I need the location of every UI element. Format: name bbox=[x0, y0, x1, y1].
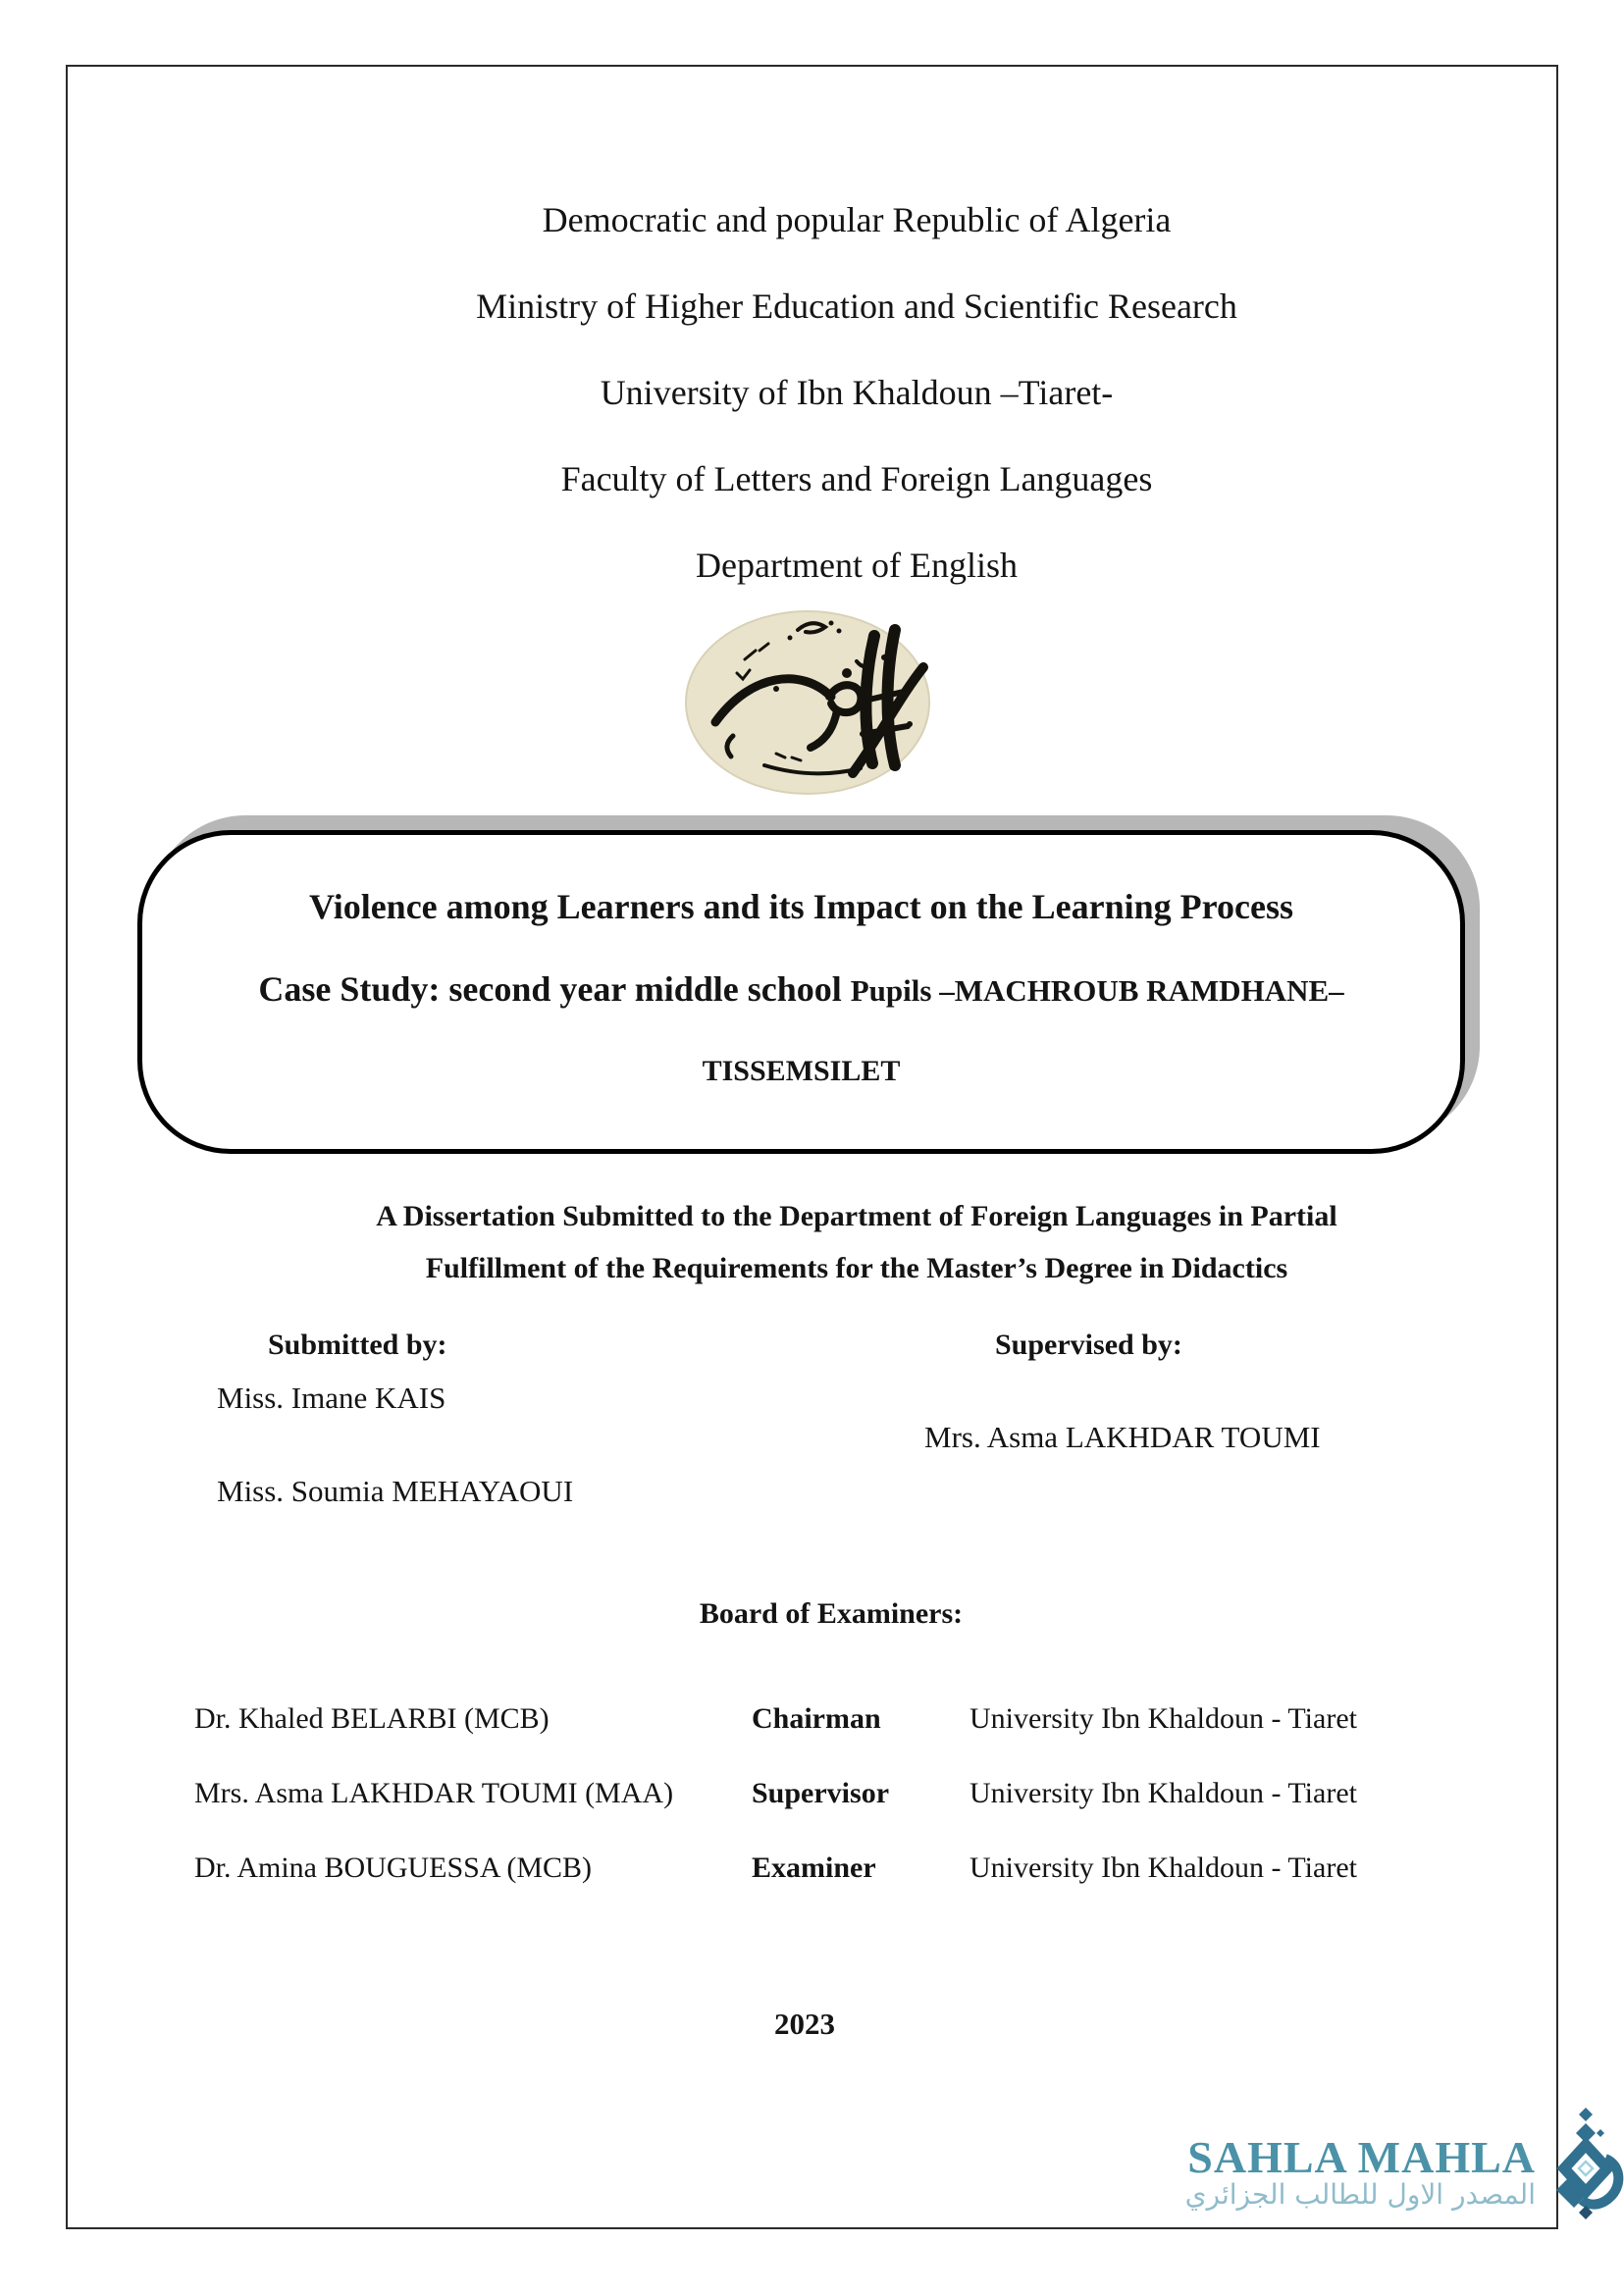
header-line-faculty: Faculty of Letters and Foreign Languages bbox=[560, 459, 1153, 498]
watermark-tagline: المصدر الاول للطالب الجزائري bbox=[1184, 2178, 1536, 2211]
examiner-row bbox=[194, 1852, 1470, 1926]
supervised-by-label: Supervised by: bbox=[995, 1329, 1182, 1361]
watermark-brand-text: SAHLA MAHLA bbox=[1187, 2132, 1536, 2182]
institution-header bbox=[89, 177, 1624, 608]
dissertation-statement bbox=[89, 1190, 1624, 1294]
candidate-name-1: Miss. Imane KAIS bbox=[217, 1381, 446, 1415]
examiner-affiliation: University Ibn Khaldoun - Tiaret bbox=[969, 1702, 1357, 1735]
submitted-by-label: Submitted by: bbox=[268, 1329, 447, 1361]
examiner-row bbox=[194, 1702, 1470, 1777]
header-line-department: Department of English bbox=[696, 546, 1018, 585]
case-study-main: Case Study: second year middle school bbox=[258, 969, 851, 1009]
examiner-role: Examiner bbox=[752, 1852, 876, 1884]
sahla-mahla-icon bbox=[1546, 2108, 1624, 2223]
statement-line-1: A Dissertation Submitted to the Department of Foreign Languages in Partial bbox=[376, 1200, 1337, 1232]
case-study-line bbox=[142, 968, 1460, 1010]
examiner-row bbox=[194, 1777, 1470, 1852]
thesis-title: Violence among Learners and its Impact on the Learning Process bbox=[309, 887, 1293, 926]
board-of-examiners-heading: Board of Examiners: bbox=[699, 1597, 964, 1630]
examiner-affiliation: University Ibn Khaldoun - Tiaret bbox=[969, 1777, 1357, 1809]
defense-year: 2023 bbox=[774, 2007, 835, 2041]
examiner-name: Dr. Amina BOUGUESSA (MCB) bbox=[194, 1852, 593, 1884]
thesis-title-box bbox=[137, 830, 1465, 1154]
examiner-role: Supervisor bbox=[752, 1777, 890, 1809]
supervisor-name: Mrs. Asma LAKHDAR TOUMI bbox=[924, 1420, 1321, 1454]
board-of-examiners-table bbox=[194, 1702, 1470, 1926]
statement-line-2: Fulfillment of the Requirements for the Master’s Degree in Didactics bbox=[425, 1252, 1288, 1284]
header-line-university: University of Ibn Khaldoun –Tiaret- bbox=[600, 373, 1114, 412]
examiner-affiliation: University Ibn Khaldoun - Tiaret bbox=[969, 1852, 1357, 1884]
header-line-ministry: Ministry of Higher Education and Scientific Research bbox=[476, 287, 1237, 326]
candidate-name-2: Miss. Soumia MEHAYAOUI bbox=[217, 1474, 574, 1508]
header-line-republic: Democratic and popular Republic of Algeria bbox=[542, 200, 1172, 239]
examiner-role: Chairman bbox=[752, 1702, 881, 1735]
examiner-name: Mrs. Asma LAKHDAR TOUMI (MAA) bbox=[194, 1777, 674, 1809]
case-study-sub: Pupils –MACHROUB RAMDHANE– bbox=[850, 973, 1344, 1008]
examiner-name: Dr. Khaled BELARBI (MCB) bbox=[194, 1702, 550, 1735]
university-seal-icon bbox=[682, 606, 933, 799]
case-study-city: TISSEMSILET bbox=[702, 1055, 901, 1087]
